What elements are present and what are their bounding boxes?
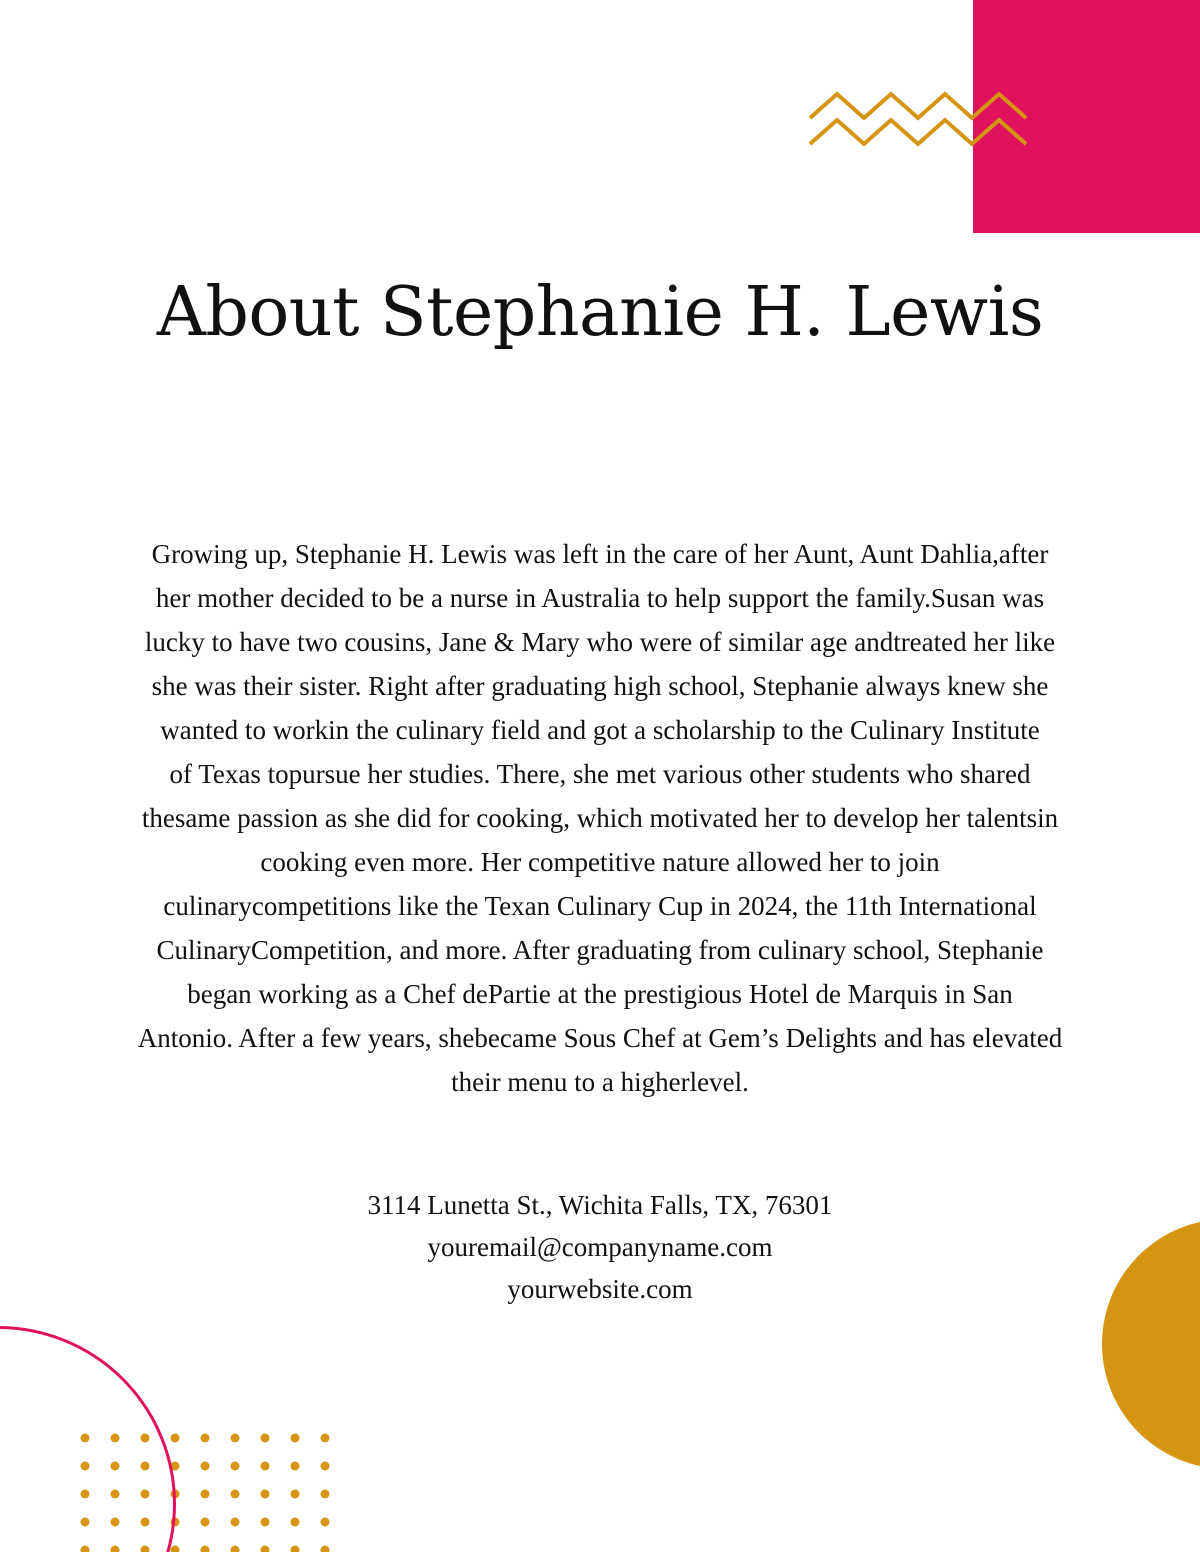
bio-line: wanted to workin the culinary field and got a scholarship to the Culinary Institute bbox=[160, 715, 1040, 745]
gold-dot bbox=[201, 1462, 210, 1471]
bio-line: CulinaryCompetition, and more. After graduating from culinary school, Stephanie bbox=[156, 935, 1044, 965]
gold-dot bbox=[321, 1434, 330, 1443]
contact-block bbox=[0, 1184, 1200, 1310]
gold-dot bbox=[321, 1462, 330, 1471]
gold-dot bbox=[231, 1462, 240, 1471]
gold-dot bbox=[261, 1490, 270, 1499]
bio-line: thesame passion as she did for cooking, which motivated her to develop her talentsin bbox=[141, 803, 1059, 833]
gold-dot bbox=[321, 1546, 330, 1552]
gold-dot bbox=[291, 1434, 300, 1443]
contact-email[interactable]: youremail@companyname.com bbox=[427, 1232, 773, 1262]
gold-dot bbox=[231, 1434, 240, 1443]
bio-line: cooking even more. Her competitive nature allowed her to join bbox=[260, 847, 940, 877]
gold-dot bbox=[201, 1490, 210, 1499]
bio-line: Growing up, Stephanie H. Lewis was left in the care of her Aunt, Aunt Dahlia,after bbox=[151, 539, 1049, 569]
bio-line: her mother decided to be a nurse in Australia to help support the family.Susan was bbox=[155, 583, 1045, 613]
zigzag-decoration bbox=[800, 80, 1045, 155]
pink-ring-decoration bbox=[0, 1326, 176, 1552]
zigzag-line-bottom bbox=[810, 120, 1026, 144]
gold-dot bbox=[231, 1546, 240, 1552]
bio-line: their menu to a higherlevel. bbox=[451, 1067, 749, 1097]
gold-dot bbox=[231, 1490, 240, 1499]
bio-line: began working as a Chef dePartie at the prestigious Hotel de Marquis in San bbox=[187, 979, 1013, 1009]
gold-dot bbox=[291, 1518, 300, 1527]
gold-dot bbox=[261, 1518, 270, 1527]
bio-line: lucky to have two cousins, Jane & Mary who were of similar age andtreated her like bbox=[144, 627, 1056, 657]
gold-dot bbox=[291, 1546, 300, 1552]
gold-dot bbox=[171, 1546, 180, 1552]
gold-dot bbox=[231, 1518, 240, 1527]
gold-dot bbox=[321, 1490, 330, 1499]
page-title: About Stephanie H. Lewis bbox=[156, 273, 1044, 352]
zigzag-line-top bbox=[810, 94, 1026, 118]
bio-line: Antonio. After a few years, shebecame Sous Chef at Gem’s Delights and has elevated bbox=[137, 1023, 1063, 1053]
bio-line: she was their sister. Right after graduating high school, Stephanie always knew she bbox=[151, 671, 1049, 701]
gold-dot bbox=[261, 1546, 270, 1552]
contact-website[interactable]: yourwebsite.com bbox=[507, 1274, 693, 1304]
gold-dot bbox=[291, 1490, 300, 1499]
contact-address: 3114 Lunetta St., Wichita Falls, TX, 76301 bbox=[367, 1190, 833, 1220]
bio-line: culinarycompetitions like the Texan Culinary Cup in 2024, the 11th International bbox=[163, 891, 1037, 921]
gold-dot bbox=[261, 1434, 270, 1443]
gold-dot bbox=[321, 1518, 330, 1527]
gold-dot bbox=[201, 1546, 210, 1552]
gold-dot bbox=[201, 1434, 210, 1443]
gold-dot bbox=[201, 1518, 210, 1527]
gold-dot bbox=[171, 1434, 180, 1443]
bio-line: of Texas topursue her studies. There, she met various other students who shared bbox=[169, 759, 1031, 789]
gold-dot bbox=[291, 1462, 300, 1471]
gold-dot bbox=[261, 1462, 270, 1471]
bio-paragraph bbox=[120, 532, 1080, 1104]
